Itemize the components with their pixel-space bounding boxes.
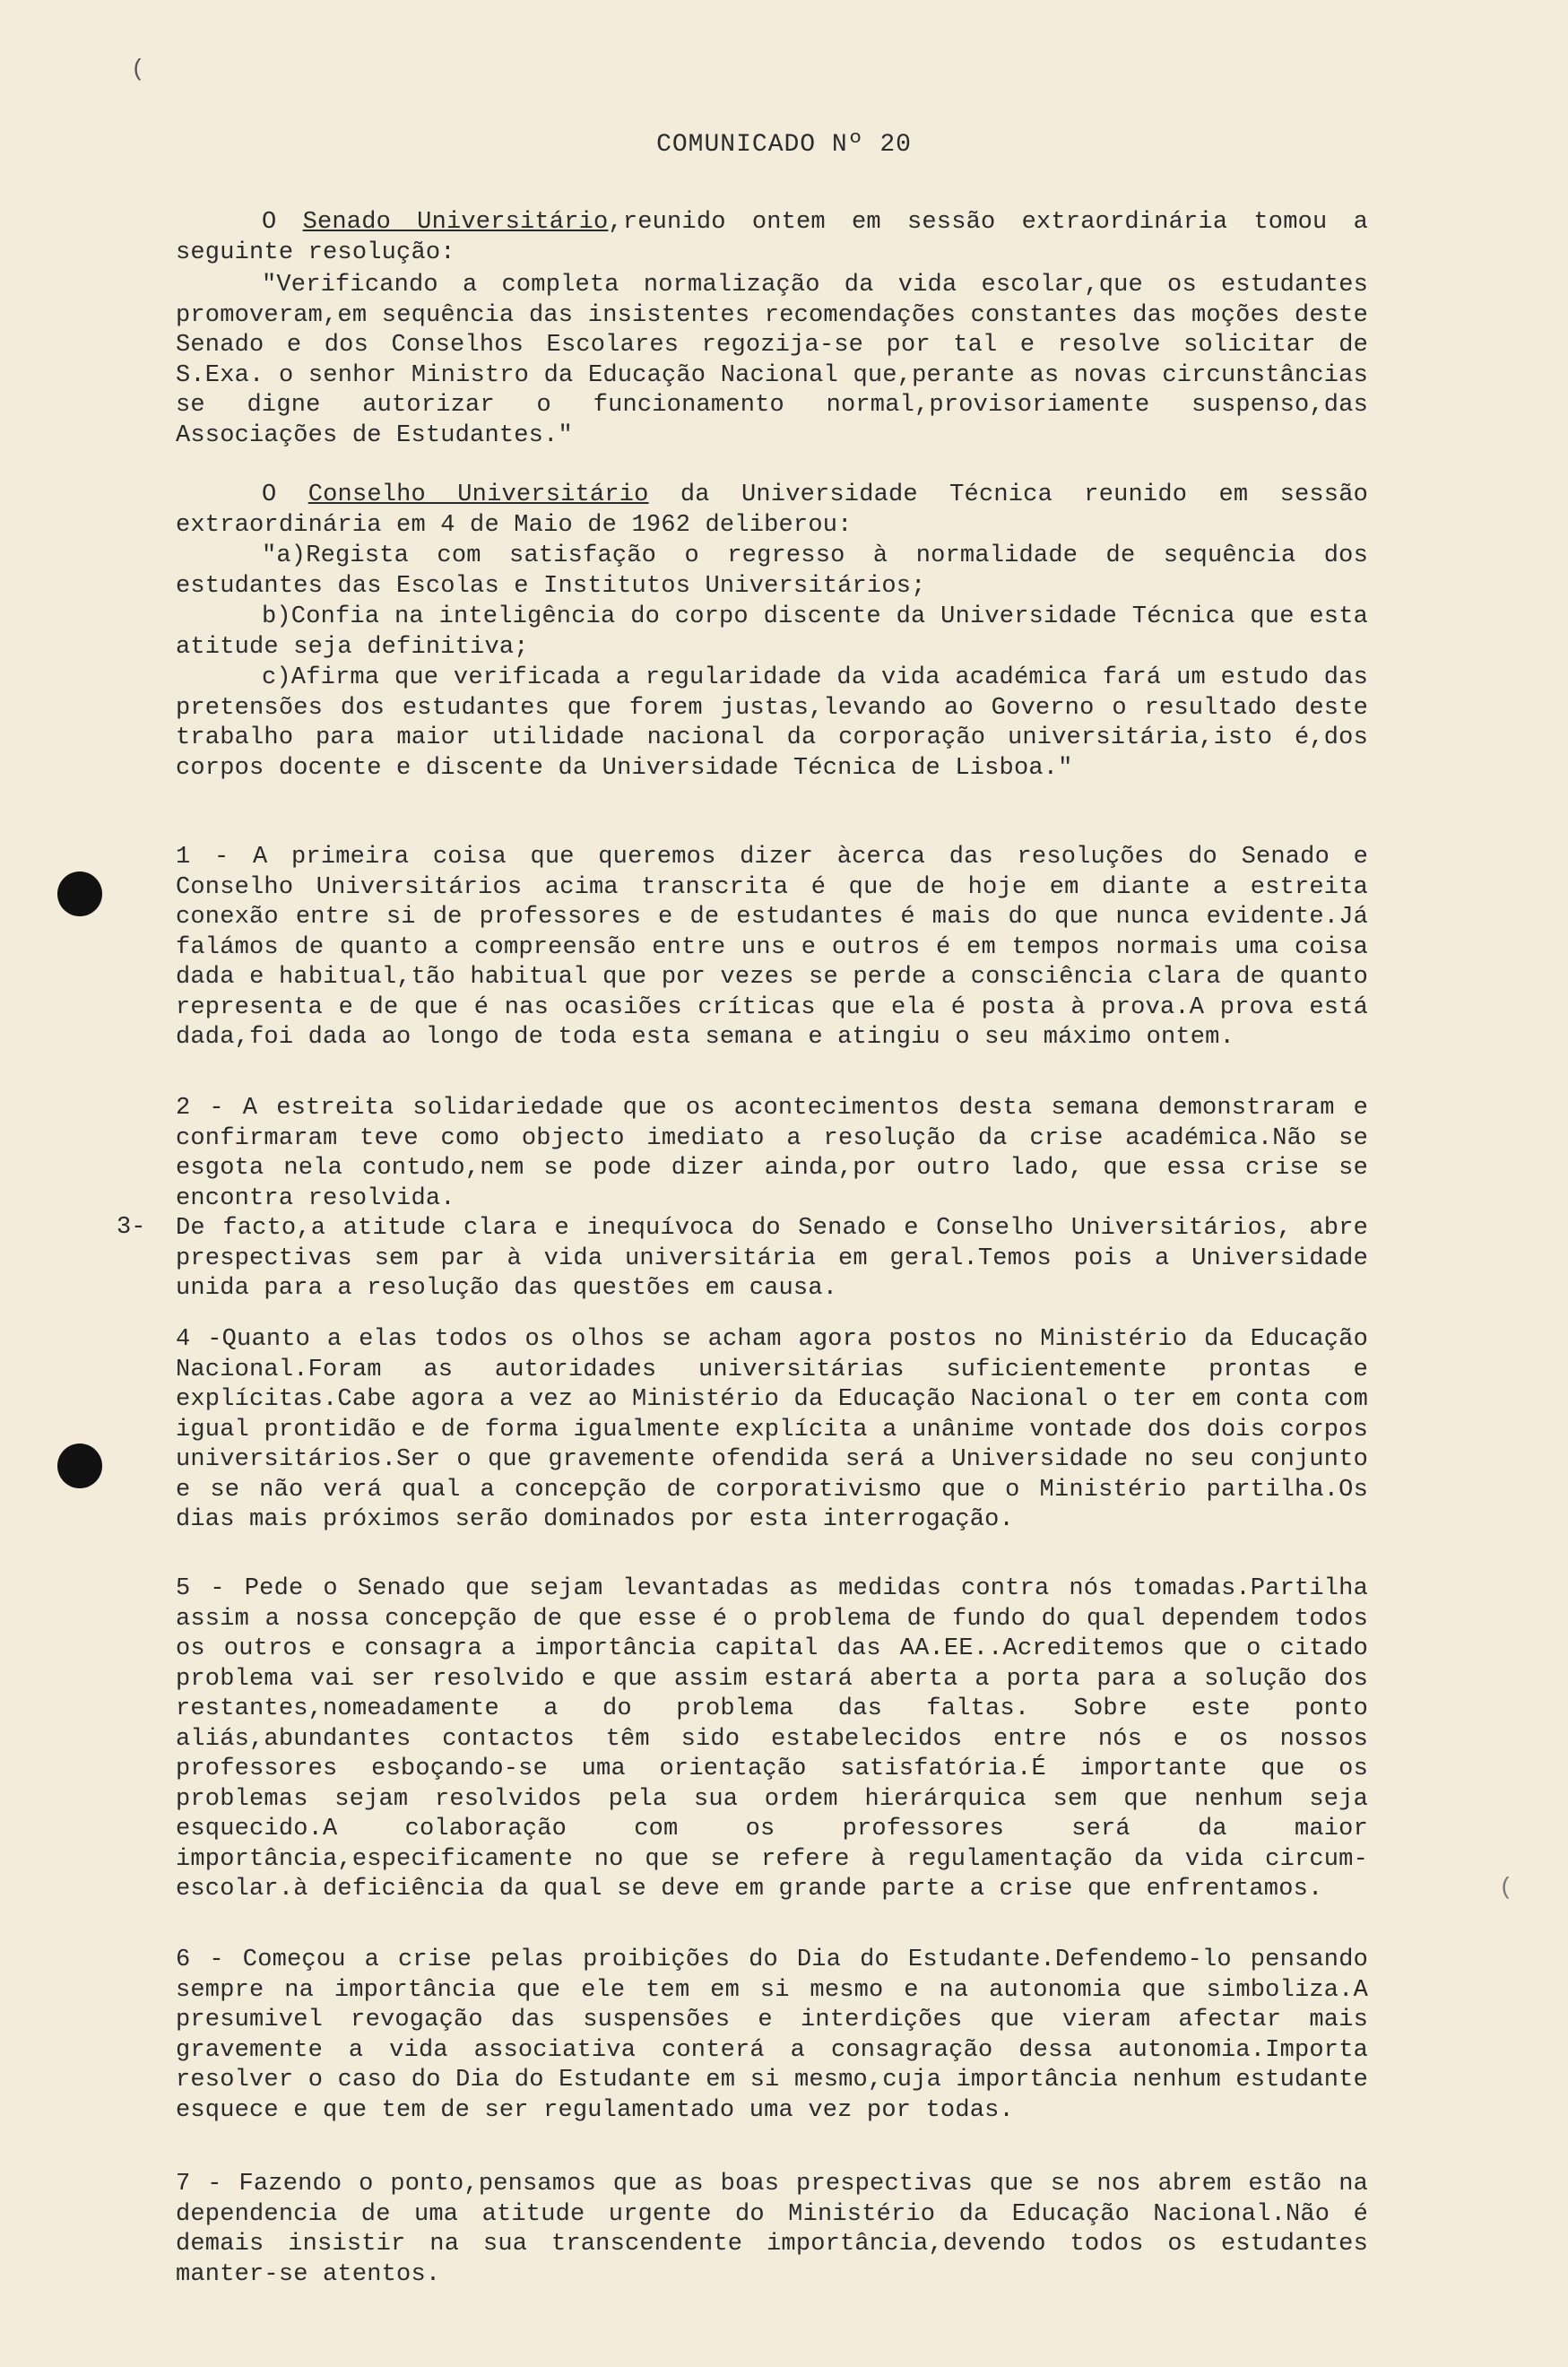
document-title: COMUNICADO Nº 20 bbox=[656, 131, 912, 159]
paragraph-5: 5 - Pede o Senado que sejam levantadas as medidas contra nós tomadas.Partilha assim a nossa concepção de que esse é o problema de fundo do qual dependem todos os outros e consagra a importância capital das AA.EE..Acreditemos que o citado problema vai ser resolvido e que assim estará aberta a porta para a solução dos restantes,nomeadamente a do problema das faltas. Sobre este ponto aliás,abundantes contactos têm sido estabelecidos entre nós e os nossos professores esboçando-se uma orientação satisfatória.É importante que os problemas sejam resolvidos pela sua ordem hierárquica sem que nenhum seja esquecido.A colaboração com os professores será da maior importância,especificamente no que se refere à regulamentação da vida circum-escolar.à deficiência da qual se deve em grande parte a crise que enfrentamos. bbox=[176, 1575, 1368, 1903]
paragraph-2: 2 - A estreita solidariedade que os acontecimentos desta semana demonstraram e confirmaram teve como objecto imediato a resolução da crise académica.Não se esgota nela contudo,nem se pode dizer ainda,por outro lado, que essa crise se encontra resolvida. bbox=[176, 1095, 1368, 1212]
paragraph-4: 4 -Quanto a elas todos os olhos se acham agora postos no Ministério da Educação Nacional.Foram as autoridades universitárias suficientemente prontas e explícitas.Cabe agora a vez ao Ministério da Educação Nacional o ter em conta com igual prontidão e de forma igualmente explícita a unânime vontade dos dois corpos universitários.Ser o que gravemente ofendida será a Universidade no seu conjunto e se não verá qual a concepção de corporativismo que o Ministério partilha.Os dias mais próximos serão dominados por esta interrogação. bbox=[176, 1326, 1368, 1533]
conselho-universitario-underlined: Conselho Universitário bbox=[308, 481, 649, 508]
senado-universitario-underlined: Senado Universitário bbox=[302, 209, 609, 236]
item-c: c)Afirma que verificada a regularidade da vida académica fará um estudo das pretensões dos estudantes que forem justas,levando ao Governo o resultado deste trabalho para maior utilidade nacional da corporação universitária,isto é,dos corpos docente e discente da Universidade Técnica de Lisboa." bbox=[176, 664, 1368, 782]
item-a: "a)Regista com satisfação o regresso à normalidade de sequência dos estudantes das Escolas e Institutos Universitários; bbox=[176, 542, 1368, 600]
paragraph-1: 1 - A primeira coisa que queremos dizer àcerca das resoluções do Senado e Conselho Universitários acima transcrita é que de hoje em diante a estreita conexão entre si de professores e de estudantes é mais do que nunca evidente.Já falámos de quanto a compreensão entre uns e outros é em tempos normais uma coisa dada e habitual,tão habitual que por vezes se perde a consciência clara de quanto representa e de que é nas ocasiões críticas que ela é posta à prova.A prova está dada,foi dada ao longo de toda esta semana e atingiu o seu máximo ontem. bbox=[176, 844, 1368, 1051]
punch-hole-icon bbox=[57, 1444, 102, 1488]
item-b: b)Confia na inteligência do corpo discente da Universidade Técnica que esta atitude seja definitiva; bbox=[176, 603, 1368, 661]
conselho-paragraph: O Conselho Universitário da Universidade Técnica reunido em sessão extraordinária em 4 de Maio de 1962 deliberou: bbox=[176, 481, 1368, 539]
corner-pencil-mark: ( bbox=[131, 56, 145, 82]
senado-resolution-quote: "Verificando a completa normalização da vida escolar,que os estudantes promoveram,em sequência das insistentes recomendações constantes das moções deste Senado e dos Conselhos Escolares regozija-se por tal e resolve solicitar de S.Exa. o senhor Ministro da Educação Nacional que,perante as novas circunstâncias se digne autorizar o funcionamento normal,provisoriamente suspenso,das Associações de Estudantes." bbox=[176, 272, 1368, 449]
punch-hole-icon bbox=[57, 871, 102, 916]
paragraph-3-handwritten-number: 3- bbox=[117, 1214, 146, 1241]
paragraph-6: 6 - Começou a crise pelas proibições do Dia do Estudante.Defendemo-lo pensando sempre na importância que ele tem em si mesmo e na autonomia que simboliza.A presumivel revogação das suspensões e interdições que vieram afectar mais gravemente a vida associativa conterá a consagração dessa autonomia.Importa resolver o caso do Dia do Estudante em si mesmo,cuja importância nenhum estudante esquece e que tem de ser regulamentado uma vez por todas. bbox=[176, 1946, 1368, 2124]
intro-paragraph: O Senado Universitário,reunido ontem em sessão extraordinária tomou a seguinte resolução: bbox=[176, 209, 1368, 266]
paragraph-7: 7 - Fazendo o ponto,pensamos que as boas prespectivas que se nos abrem estão na dependencia de uma atitude urgente do Ministério da Educação Nacional.Não é demais insistir na sua transcendente importância,devendo todos os estudantes manter-se atentos. bbox=[176, 2171, 1368, 2288]
paragraph-3: De facto,a atitude clara e inequívoca do Senado e Conselho Universitários, abre prespectivas sem par à vida universitária em geral.Temos pois a Universidade unida para a resolução das questões em causa. bbox=[176, 1215, 1368, 1302]
margin-pencil-mark: ( bbox=[1499, 1874, 1513, 1901]
